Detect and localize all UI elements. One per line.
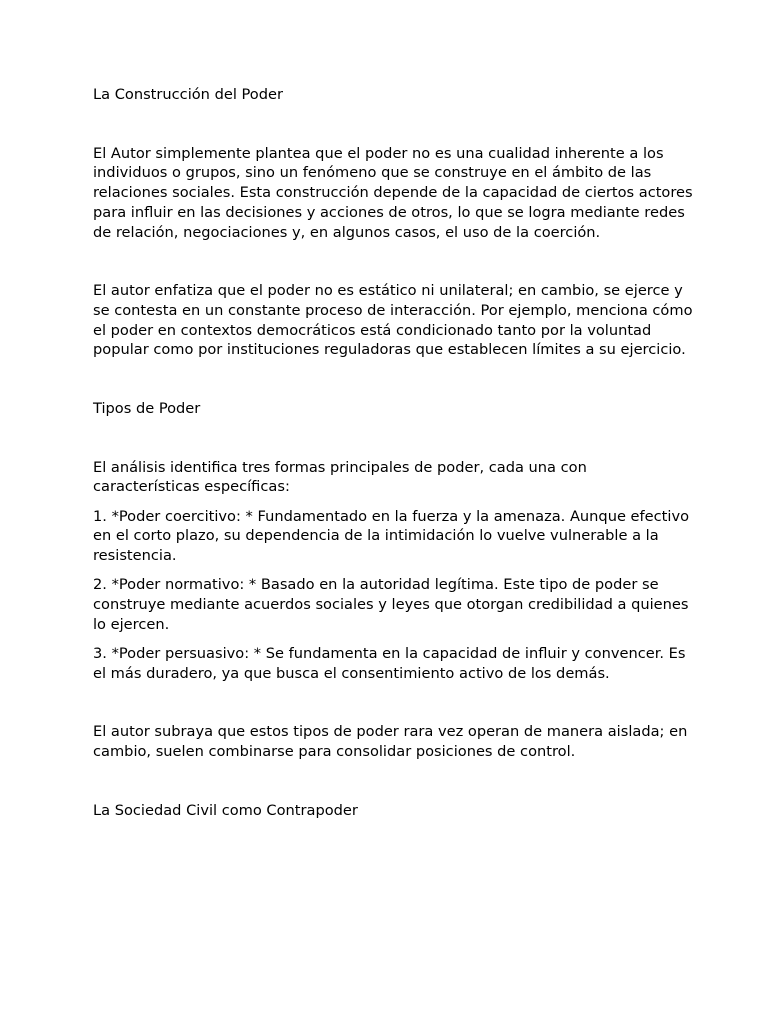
paragraph-construccion-1: El Autor simplemente plantea que el poder no es una cualidad inherente a los individuos o grupos, sino un fenómeno que se construye en el ámbito de las relaciones sociales. Esta construcción depende de la capacidad de ciertos actores para influir en las decisiones y acciones de otros, lo que se logra mediante redes de relación, negociaciones y, en algunos casos, el uso de la coerción.: [93, 144, 693, 241]
paragraph-tipos-intro: El análisis identifica tres formas principales de poder, cada una con características específicas:: [93, 458, 587, 496]
list-item-persuasivo: 3. *Poder persuasivo: * Se fundamenta en la capacidad de influir y convencer. Es el más duradero, ya que busca el consentimiento activo de los demás.: [93, 644, 686, 682]
section-heading-construccion: La Construcción del Poder: [93, 86, 283, 103]
paragraph-construccion-2: El autor enfatiza que el poder no es estático ni unilateral; en cambio, se ejerce y se contesta en un constante proceso de interacción. Por ejemplo, menciona cómo el poder en contextos democráticos está condicionado tanto por la voluntad popular como por instituciones reguladoras que establecen límites a su ejercicio.: [93, 282, 693, 359]
list-item-normativo: 2. *Poder normativo: * Basado en la autoridad legítima. Este tipo de poder se construye mediante acuerdos sociales y leyes que otorgan credibilidad a quienes lo ejercen.: [93, 576, 689, 633]
list-item-coercitivo: 1. *Poder coercitivo: * Fundamentado en la fuerza y la amenaza. Aunque efectivo en el corto plazo, su dependencia de la intimidación lo vuelve vulnerable a la resistencia.: [93, 507, 690, 565]
document-page: [93, 85, 693, 820]
section-heading-sociedad-civil: La Sociedad Civil como Contrapoder: [93, 801, 358, 819]
section-heading-tipos: Tipos de Poder: [93, 400, 201, 418]
paragraph-tipos-closing: El autor subraya que estos tipos de poder rara vez operan de manera aislada; en cambio, suelen combinarse para consolidar posiciones de control.: [93, 723, 688, 760]
